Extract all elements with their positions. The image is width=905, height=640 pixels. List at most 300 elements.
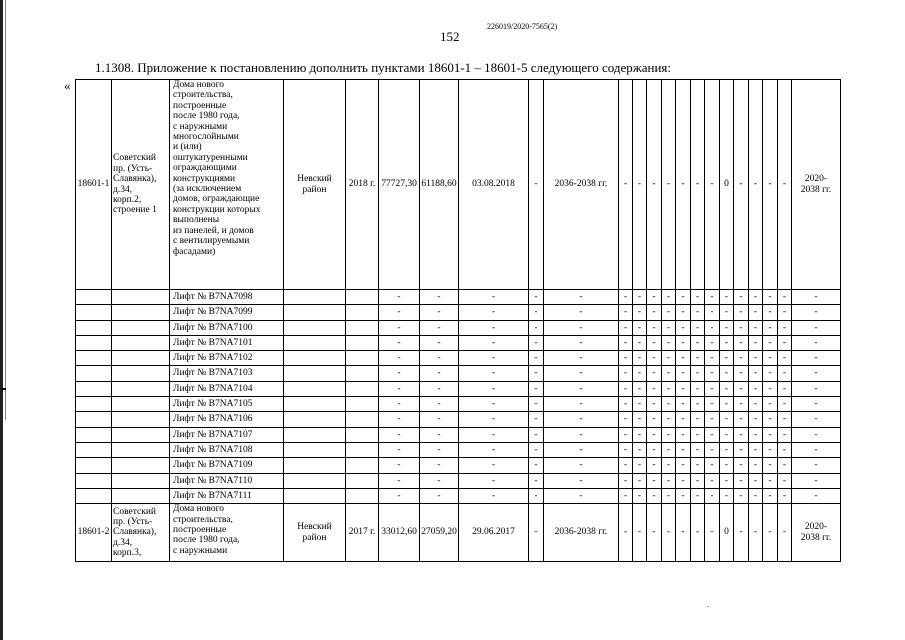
mark-cell: -: [647, 381, 662, 396]
mark-cell: -: [734, 320, 749, 335]
period-cell: -: [544, 458, 619, 473]
lift-name: Лифт № B7NA7101: [170, 335, 284, 350]
area-living-cell: -: [420, 488, 459, 503]
mark-cell: -: [647, 412, 662, 427]
term-cell: -: [792, 320, 841, 335]
mark-cell: -: [778, 412, 792, 427]
area-total-cell: -: [379, 381, 420, 396]
empty-cell: [346, 290, 379, 305]
mark-cell: -: [749, 458, 763, 473]
lift-name: Лифт № B7NA7105: [170, 397, 284, 412]
mark-cell: 0: [720, 80, 734, 290]
open-quote-mark: «: [64, 78, 71, 93]
mark-cell: -: [778, 427, 792, 442]
mark-cell: -: [619, 320, 633, 335]
mark-cell: -: [734, 488, 749, 503]
area-living-cell: -: [420, 427, 459, 442]
mark-cell: -: [734, 80, 749, 290]
mark-cell: -: [763, 80, 778, 290]
term-cell: -: [792, 488, 841, 503]
area-living-cell: -: [420, 442, 459, 457]
lift-row: [76, 412, 841, 427]
empty-cell: [112, 335, 170, 350]
empty-cell: [112, 366, 170, 381]
mark-cell: -: [720, 427, 734, 442]
mark-cell: -: [676, 473, 691, 488]
mark-cell: -: [676, 381, 691, 396]
area-living-cell: -: [420, 320, 459, 335]
term-cell: -: [792, 458, 841, 473]
address-cell: Советский пр. (Усть- Славянка), д.34, корп.2, строение 1: [112, 80, 170, 290]
mark-cell: -: [619, 305, 633, 320]
lift-name: Лифт № B7NA7099: [170, 305, 284, 320]
lift-name: Лифт № B7NA7109: [170, 458, 284, 473]
period-cell: -: [544, 488, 619, 503]
mark-cell: -: [763, 290, 778, 305]
term-cell: -: [792, 427, 841, 442]
empty-cell: [76, 427, 112, 442]
term-cell: -: [792, 290, 841, 305]
mark-cell: -: [647, 427, 662, 442]
mark-cell: -: [720, 320, 734, 335]
period-cell: -: [544, 366, 619, 381]
mark-cell: -: [705, 320, 720, 335]
empty-cell: [284, 320, 346, 335]
period-cell: -: [544, 305, 619, 320]
mark-cell: -: [633, 351, 647, 366]
mark-cell: -: [763, 381, 778, 396]
mark-cell: -: [749, 351, 763, 366]
mark-cell: -: [691, 80, 705, 290]
mark-cell: -: [720, 458, 734, 473]
empty-cell: [346, 442, 379, 457]
mark-cell: -: [633, 412, 647, 427]
empty-cell: [112, 305, 170, 320]
mark-cell: -: [763, 397, 778, 412]
lift-row: [76, 305, 841, 320]
mark-cell: -: [734, 351, 749, 366]
empty-cell: [346, 458, 379, 473]
scan-edge: [0, 0, 3, 640]
document-number: 226019/2020-7565(2): [487, 22, 558, 31]
period-cell: -: [544, 442, 619, 457]
mark-cell: -: [676, 504, 691, 562]
mark-cell: -: [749, 427, 763, 442]
mark-cell: -: [720, 381, 734, 396]
mark-cell: -: [691, 488, 705, 503]
dash-cell: -: [529, 412, 544, 427]
mark-cell: -: [749, 442, 763, 457]
lift-table: [75, 79, 841, 562]
empty-cell: [284, 442, 346, 457]
area-living-cell: -: [420, 290, 459, 305]
mark-cell: -: [734, 366, 749, 381]
mark-cell: -: [633, 458, 647, 473]
mark-cell: -: [778, 80, 792, 290]
empty-cell: [284, 427, 346, 442]
dash-cell: -: [529, 504, 544, 562]
mark-cell: -: [778, 397, 792, 412]
empty-cell: [112, 381, 170, 396]
area-living-cell: -: [420, 305, 459, 320]
mark-cell: -: [619, 427, 633, 442]
empty-cell: [76, 320, 112, 335]
empty-cell: [284, 366, 346, 381]
mark-cell: -: [676, 458, 691, 473]
mark-cell: -: [662, 504, 676, 562]
mark-cell: -: [676, 80, 691, 290]
empty-cell: [112, 397, 170, 412]
record-id: 18601-2: [76, 504, 112, 562]
term-cell: -: [792, 366, 841, 381]
term-cell: -: [792, 412, 841, 427]
mark-cell: -: [619, 458, 633, 473]
empty-cell: [284, 290, 346, 305]
mark-cell: -: [676, 320, 691, 335]
mark-cell: -: [763, 335, 778, 350]
page-number: 152: [440, 29, 460, 44]
lift-row: [76, 473, 841, 488]
period-cell: -: [544, 427, 619, 442]
mark-cell: -: [705, 290, 720, 305]
mark-cell: -: [647, 442, 662, 457]
lift-name: Лифт № B7NA7110: [170, 473, 284, 488]
mark-cell: -: [691, 442, 705, 457]
empty-cell: [284, 305, 346, 320]
mark-cell: -: [691, 412, 705, 427]
mark-cell: -: [676, 290, 691, 305]
mark-cell: -: [619, 335, 633, 350]
mark-cell: -: [691, 381, 705, 396]
mark-cell: -: [691, 366, 705, 381]
empty-cell: [284, 473, 346, 488]
term-cell: -: [792, 473, 841, 488]
building-description: Дома нового строительства, построенные после 1980 года, с наружными многослойными и (или) оштукатуренными ограждающими конструкциями (за исключением домов, ограждающие конструкции которых выполнены из панелей, и домов с вентилируемыми фасадами): [170, 80, 284, 290]
mark-cell: -: [749, 80, 763, 290]
dash-cell: -: [529, 427, 544, 442]
term-cell: 2020- 2038 гг.: [792, 80, 841, 290]
mark-cell: -: [749, 412, 763, 427]
date-cell: 03.08.2018: [459, 80, 529, 290]
mark-cell: -: [691, 351, 705, 366]
mark-cell: -: [734, 335, 749, 350]
area-living-cell: -: [420, 458, 459, 473]
mark-cell: -: [763, 412, 778, 427]
empty-cell: [76, 412, 112, 427]
dash-cell: -: [529, 335, 544, 350]
record-id: 18601-1: [76, 80, 112, 290]
mark-cell: -: [633, 381, 647, 396]
empty-cell: [284, 412, 346, 427]
mark-cell: -: [633, 504, 647, 562]
mark-cell: -: [763, 351, 778, 366]
area-total-cell: -: [379, 351, 420, 366]
mark-cell: -: [705, 305, 720, 320]
mark-cell: -: [619, 290, 633, 305]
mark-cell: -: [676, 305, 691, 320]
mark-cell: -: [619, 473, 633, 488]
mark-cell: -: [720, 473, 734, 488]
mark-cell: -: [633, 335, 647, 350]
mark-cell: -: [662, 320, 676, 335]
lift-row: [76, 320, 841, 335]
mark-cell: -: [763, 366, 778, 381]
lift-row: [76, 442, 841, 457]
mark-cell: -: [691, 290, 705, 305]
mark-cell: -: [720, 290, 734, 305]
lift-row: [76, 427, 841, 442]
lift-name: Лифт № B7NA7103: [170, 366, 284, 381]
mark-cell: -: [662, 473, 676, 488]
mark-cell: -: [749, 305, 763, 320]
lift-name: Лифт № B7NA7106: [170, 412, 284, 427]
mark-cell: -: [778, 381, 792, 396]
area-total-cell: -: [379, 397, 420, 412]
lift-name: Лифт № B7NA7102: [170, 351, 284, 366]
mark-cell: -: [691, 458, 705, 473]
lift-row: [76, 366, 841, 381]
mark-cell: -: [662, 412, 676, 427]
mark-cell: -: [749, 397, 763, 412]
empty-cell: [76, 381, 112, 396]
mark-cell: -: [676, 335, 691, 350]
date-cell: -: [459, 442, 529, 457]
term-cell: 2020- 2038 гг.: [792, 504, 841, 562]
mark-cell: -: [720, 351, 734, 366]
empty-cell: [112, 473, 170, 488]
mark-cell: -: [647, 335, 662, 350]
mark-cell: -: [763, 473, 778, 488]
mark-cell: -: [778, 351, 792, 366]
term-cell: -: [792, 381, 841, 396]
area-living-cell: -: [420, 412, 459, 427]
empty-cell: [76, 351, 112, 366]
mark-cell: -: [734, 412, 749, 427]
lift-row: [76, 351, 841, 366]
empty-cell: [76, 442, 112, 457]
area-total-cell: 77727,30: [379, 80, 420, 290]
mark-cell: -: [647, 504, 662, 562]
term-cell: -: [792, 442, 841, 457]
mark-cell: -: [633, 290, 647, 305]
empty-cell: [76, 488, 112, 503]
date-cell: -: [459, 335, 529, 350]
mark-cell: -: [763, 488, 778, 503]
dash-cell: -: [529, 366, 544, 381]
mark-cell: -: [691, 397, 705, 412]
section-heading: 1.1308. Приложение к постановлению дополнить пунктами 18601-1 – 18601-5 следующего содержания:: [95, 60, 671, 75]
area-living-cell: -: [420, 351, 459, 366]
mark-cell: -: [662, 458, 676, 473]
mark-cell: -: [633, 320, 647, 335]
mark-cell: -: [647, 290, 662, 305]
area-total-cell: -: [379, 320, 420, 335]
empty-cell: [112, 412, 170, 427]
mark-cell: -: [691, 305, 705, 320]
mark-cell: -: [662, 80, 676, 290]
mark-cell: -: [763, 427, 778, 442]
mark-cell: -: [734, 397, 749, 412]
area-total-cell: 33012,60: [379, 504, 420, 562]
area-total-cell: -: [379, 458, 420, 473]
mark-cell: -: [749, 504, 763, 562]
date-cell: -: [459, 397, 529, 412]
lift-name: Лифт № B7NA7107: [170, 427, 284, 442]
mark-cell: -: [705, 488, 720, 503]
mark-cell: -: [619, 366, 633, 381]
area-total-cell: -: [379, 305, 420, 320]
period-cell: -: [544, 351, 619, 366]
mark-cell: -: [619, 412, 633, 427]
mark-cell: -: [647, 397, 662, 412]
term-cell: -: [792, 351, 841, 366]
mark-cell: -: [633, 366, 647, 381]
empty-cell: [112, 290, 170, 305]
mark-cell: -: [619, 80, 633, 290]
mark-cell: -: [749, 381, 763, 396]
empty-cell: [112, 458, 170, 473]
mark-cell: -: [647, 80, 662, 290]
empty-cell: [284, 458, 346, 473]
date-cell: -: [459, 412, 529, 427]
mark-cell: -: [662, 488, 676, 503]
empty-cell: [284, 351, 346, 366]
mark-cell: -: [749, 335, 763, 350]
period-cell: -: [544, 473, 619, 488]
mark-cell: -: [763, 458, 778, 473]
mark-cell: -: [705, 458, 720, 473]
lift-name: Лифт № B7NA7100: [170, 320, 284, 335]
building-description: Дома нового строительства, построенные после 1980 года, с наружными: [170, 504, 284, 562]
empty-cell: [284, 397, 346, 412]
area-total-cell: -: [379, 412, 420, 427]
date-cell: -: [459, 351, 529, 366]
mark-cell: -: [633, 488, 647, 503]
period-cell: -: [544, 335, 619, 350]
empty-cell: [76, 366, 112, 381]
lift-row: [76, 335, 841, 350]
lift-row: [76, 458, 841, 473]
date-cell: -: [459, 381, 529, 396]
mark-cell: -: [705, 473, 720, 488]
area-living-cell: 27059,20: [420, 504, 459, 562]
mark-cell: -: [720, 488, 734, 503]
dash-cell: -: [529, 458, 544, 473]
dash-cell: -: [529, 397, 544, 412]
lift-name: Лифт № B7NA7108: [170, 442, 284, 457]
empty-cell: [112, 488, 170, 503]
mark-cell: -: [633, 442, 647, 457]
empty-cell: [346, 366, 379, 381]
empty-cell: [76, 458, 112, 473]
mark-cell: -: [749, 290, 763, 305]
mark-cell: -: [662, 351, 676, 366]
address-cell: Советский пр. (Усть- Славянка), д.34, корп.3,: [112, 504, 170, 562]
area-living-cell: -: [420, 366, 459, 381]
empty-cell: [346, 427, 379, 442]
lift-row: [76, 488, 841, 503]
area-total-cell: -: [379, 427, 420, 442]
mark-cell: -: [676, 442, 691, 457]
period-cell: -: [544, 381, 619, 396]
date-cell: -: [459, 305, 529, 320]
mark-cell: -: [647, 458, 662, 473]
date-cell: -: [459, 320, 529, 335]
empty-cell: [346, 335, 379, 350]
empty-cell: [112, 442, 170, 457]
mark-cell: -: [734, 504, 749, 562]
empty-cell: [346, 473, 379, 488]
mark-cell: -: [734, 473, 749, 488]
mark-cell: -: [749, 320, 763, 335]
empty-cell: [76, 290, 112, 305]
mark-cell: -: [647, 473, 662, 488]
mark-cell: -: [633, 80, 647, 290]
term-cell: -: [792, 335, 841, 350]
dash-cell: -: [529, 80, 544, 290]
mark-cell: -: [734, 427, 749, 442]
area-total-cell: -: [379, 473, 420, 488]
mark-cell: -: [691, 335, 705, 350]
area-total-cell: -: [379, 442, 420, 457]
dash-cell: -: [529, 320, 544, 335]
record-row: [76, 504, 841, 562]
mark-cell: -: [676, 488, 691, 503]
empty-cell: [284, 381, 346, 396]
dash-cell: -: [529, 488, 544, 503]
empty-cell: [112, 427, 170, 442]
mark-cell: -: [763, 442, 778, 457]
dash-cell: -: [529, 381, 544, 396]
period-cell: 2036-2038 гг.: [544, 504, 619, 562]
area-total-cell: -: [379, 335, 420, 350]
record-row: [76, 80, 841, 290]
mark-cell: -: [778, 305, 792, 320]
empty-cell: [112, 351, 170, 366]
mark-cell: -: [734, 442, 749, 457]
area-living-cell: 61188,60: [420, 80, 459, 290]
empty-cell: [346, 397, 379, 412]
mark-cell: -: [619, 351, 633, 366]
mark-cell: -: [619, 397, 633, 412]
area-total-cell: -: [379, 366, 420, 381]
mark-cell: -: [734, 458, 749, 473]
date-cell: -: [459, 366, 529, 381]
period-cell: -: [544, 290, 619, 305]
empty-cell: [76, 335, 112, 350]
mark-cell: -: [749, 473, 763, 488]
district-cell: Невский район: [284, 80, 346, 290]
empty-cell: [76, 397, 112, 412]
mark-cell: -: [705, 366, 720, 381]
mark-cell: -: [778, 320, 792, 335]
mark-cell: -: [734, 305, 749, 320]
mark-cell: -: [647, 488, 662, 503]
date-cell: -: [459, 473, 529, 488]
mark-cell: -: [720, 366, 734, 381]
mark-cell: -: [676, 427, 691, 442]
mark-cell: -: [778, 290, 792, 305]
mark-cell: -: [720, 442, 734, 457]
mark-cell: -: [662, 381, 676, 396]
dash-cell: -: [529, 305, 544, 320]
empty-cell: [346, 320, 379, 335]
mark-cell: -: [662, 290, 676, 305]
dash-cell: -: [529, 290, 544, 305]
mark-cell: -: [705, 381, 720, 396]
mark-cell: -: [778, 442, 792, 457]
mark-cell: -: [778, 504, 792, 562]
